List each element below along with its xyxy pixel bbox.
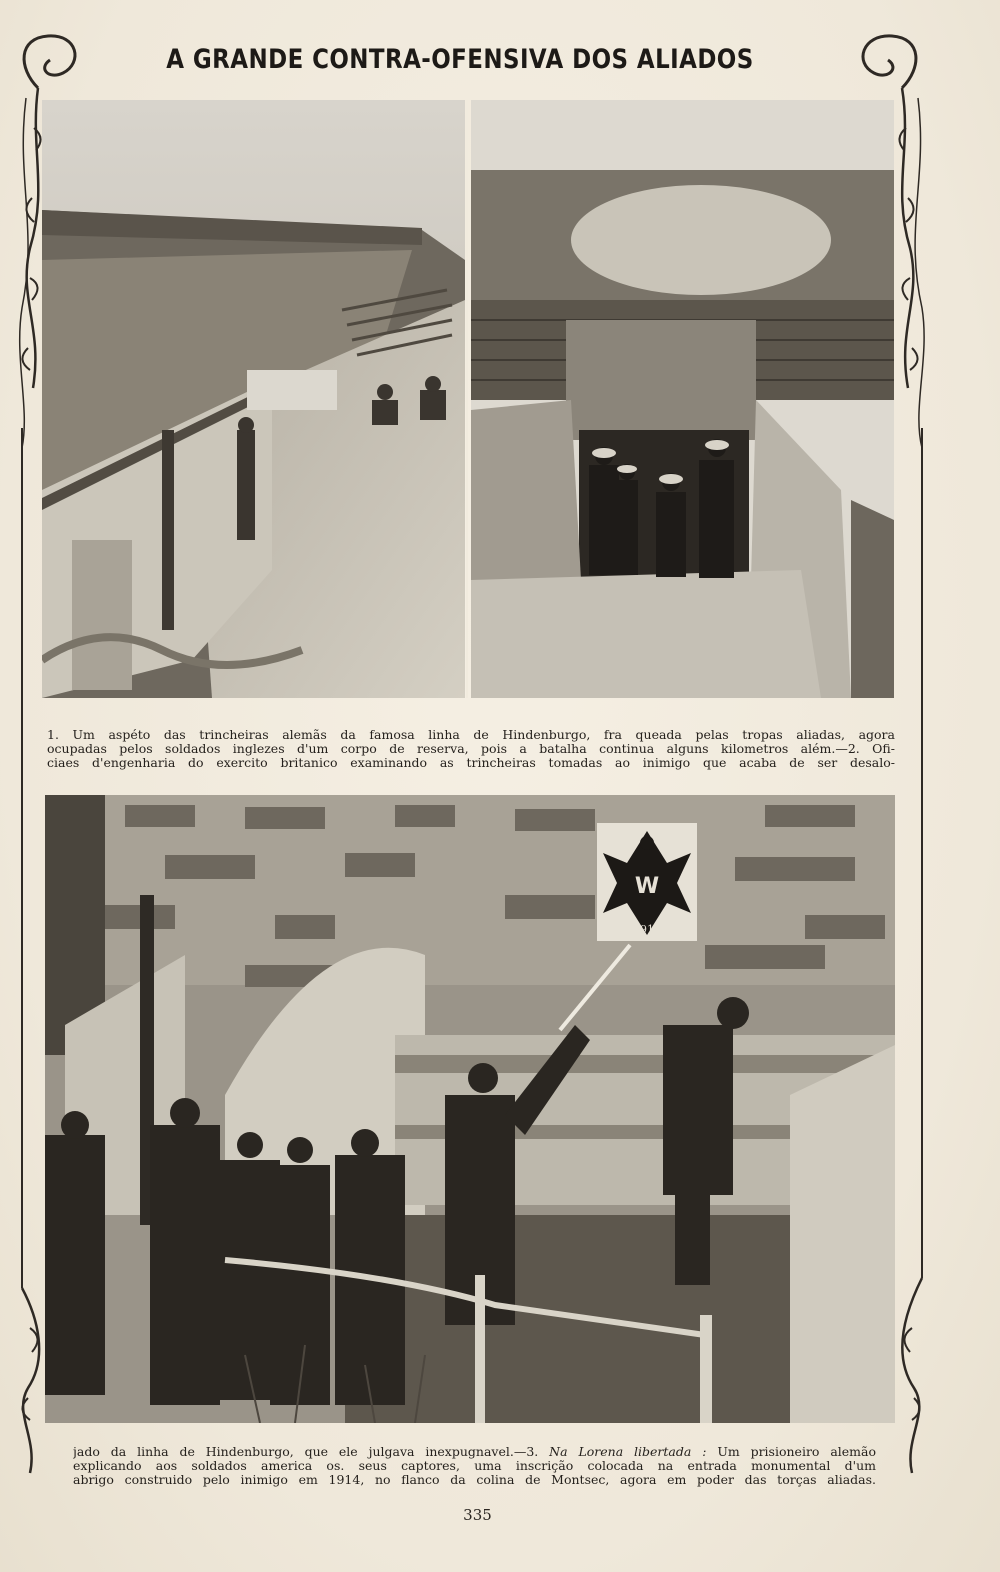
caption-bottom-line-1-italic: Na Lorena libertada : — [549, 1445, 707, 1459]
page-title: A GRANDE CONTRA-OFENSIVA DOS ALIADOS — [166, 44, 754, 75]
caption-bottom — [73, 1445, 876, 1487]
iron-cross-letter: W — [634, 874, 660, 899]
iron-cross-emblem — [597, 823, 697, 941]
caption-bottom-line-1 — [73, 1445, 876, 1459]
page-number: 335 — [463, 1506, 492, 1524]
caption-top-line-2: ocupadas pelos soldados inglezes d'um corpo de reserva, pois a batalha continua alguns kilometros além.—2. Ofi- — [47, 742, 895, 756]
caption-bottom-line-3: abrigo construido pelo inimigo em 1914, no flanco da colina de Montsec, agora em poder das torças aliadas. — [73, 1473, 876, 1487]
caption-bottom-line-2: explicando aos soldados america os. seus captores, uma inscrição colocada na entrada monumental d'um — [73, 1459, 876, 1473]
caption-bottom-line-1-part-a: jado da linha de Hindenburgo, que ele julgava inexpugnavel.—3. — [73, 1445, 539, 1459]
caption-top — [47, 728, 895, 770]
caption-top-line-1: 1. Um aspéto das trincheiras alemãs da famosa linha de Hindenburgo, fra queada pelas tropas aliadas, agora — [47, 728, 895, 742]
caption-bottom-line-1-part-b: Um prisioneiro alemão — [717, 1445, 876, 1459]
photo-iron-cross-shelter — [45, 795, 895, 1423]
iron-cross-year: 1914 — [633, 923, 661, 936]
photo-dugout-entrance — [471, 100, 894, 698]
caption-top-line-3: ciaes d'engenharia do exercito britanico examinando as trincheiras tomadas ao inimigo que acaba de ser desalo- — [47, 756, 895, 770]
photo-german-trench — [42, 100, 465, 698]
photo-divider — [466, 100, 468, 698]
